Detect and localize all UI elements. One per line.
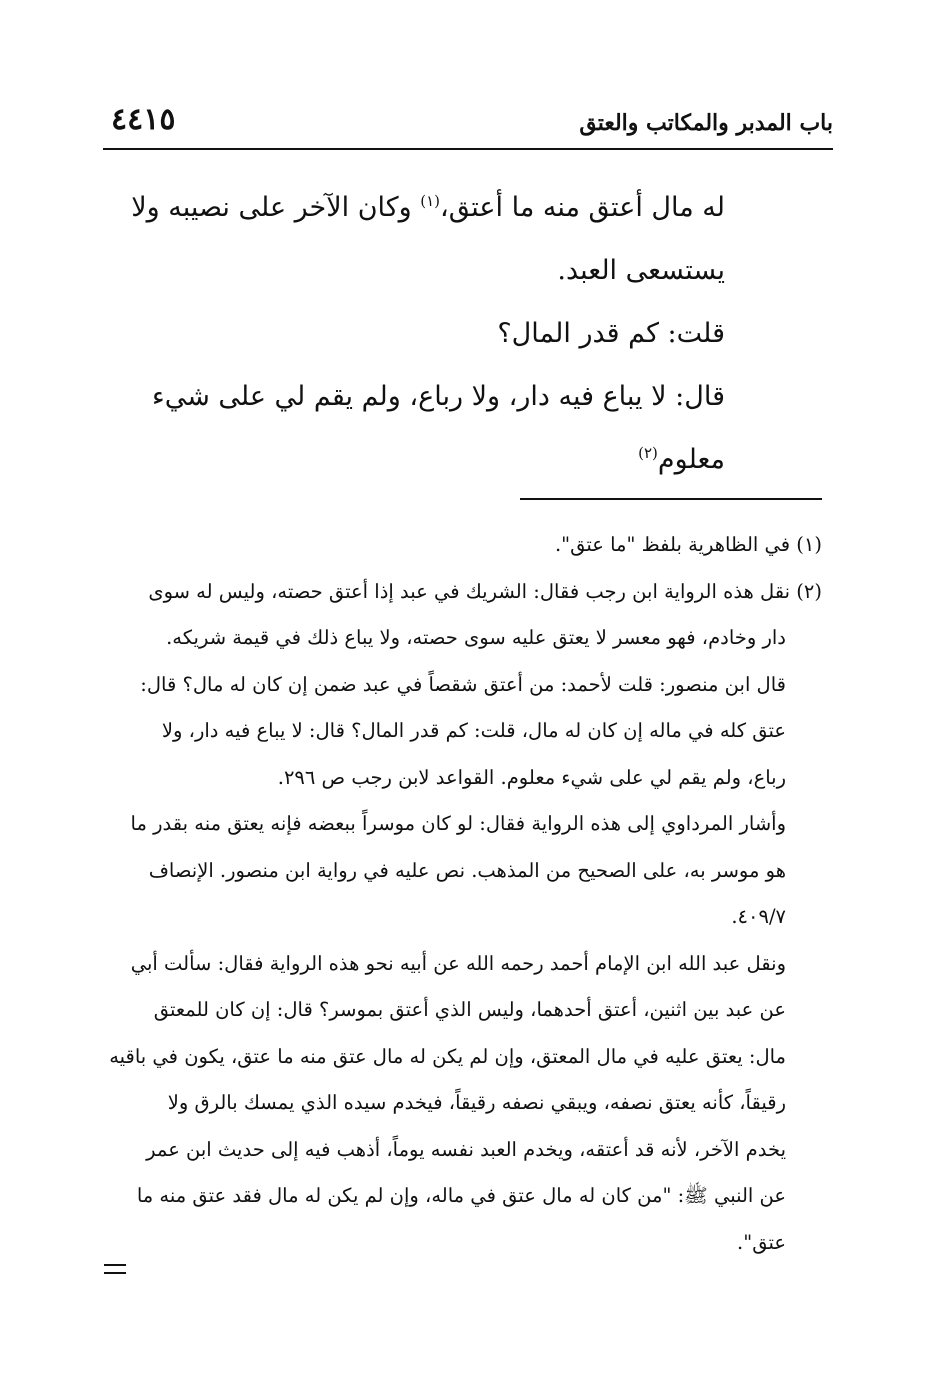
body-line: يستسعى العبد. [557, 255, 725, 286]
footnote-divider [520, 498, 822, 500]
chapter-title: باب المدبر والمكاتب والعتق [579, 110, 833, 136]
footnote-ref: (١) [420, 192, 441, 210]
continuation-mark [104, 1264, 126, 1280]
footnote-line: مال: يعتق عليه في مال المعتق، وإن لم يكن له مال عتق منه ما عتق، يكون في باقيه [109, 1044, 786, 1068]
footnote-ref: (٢) [638, 444, 658, 462]
footnote-line: (١) في الظاهرية بلفظ "ما عتق". [554, 533, 822, 556]
running-header [103, 100, 833, 146]
footnote-line: يخدم الآخر، لأنه قد أعتقه، ويخدم العبد نفسه يوماً، أذهب فيه إلى حديث ابن عمر [146, 1137, 786, 1161]
footnote-line: عن عبد بين اثنين، أعتق أحدهما، وليس الذي أعتق بموسر؟ قال: إن كان للمعتق [153, 998, 786, 1021]
main-text [105, 176, 725, 491]
body-line: قلت: كم قدر المال؟ [497, 318, 725, 349]
body-line: قال: لا يباع فيه دار، ولا رباع، ولم يقم لي على شيء [152, 381, 725, 412]
body-line: له مال أعتق منه ما أعتق،$^{(١)}$ وكان الآخر على نصيبه ولا [131, 192, 725, 223]
footnote-line: ٤٠٩/٧. [731, 905, 786, 928]
footnote-line: ونقل عبد الله ابن الإمام أحمد رحمه الله عن أبيه نحو هذه الرواية فقال: سألت أبي [130, 951, 786, 975]
footnote-line: وأشار المرداوي إلى هذه الرواية فقال: لو كان موسراً ببعضه فإنه يعتق منه بقدر ما [130, 812, 786, 835]
footnote-line: قال ابن منصور: قلت لأحمد: من أعتق شقصاً في عبد ضمن إن كان له مال؟ قال: [140, 672, 786, 696]
body-line: معلوم$^{(٢)}$ [638, 444, 725, 475]
footnote-line: دار وخادم، فهو معسر لا يعتق عليه سوى حصته، ولا يباع ذلك في قيمة شريكه. [166, 626, 786, 649]
page-number: ٤٤١٥ [111, 102, 176, 137]
footnote-line: رباع، ولم يقم لي على شيء معلوم. القواعد لابن رجب ص ٢٩٦. [277, 765, 786, 789]
footnote-line: (٢) نقل هذه الرواية ابن رجب فقال: الشريك في عبد إذا أعتق حصته، وليس له سوى [148, 579, 822, 603]
header-divider [103, 148, 833, 150]
footnote-line: رقيقاً، كأنه يعتق نصفه، ويبقي نصفه رقيقاً، فيخدم سيده الذي يمسك بالرق ولا [167, 1091, 786, 1114]
footnote-line: عن النبي ﷺ: "من كان له مال عتق في ماله، وإن لم يكن له مال فقد عتق منه ما [136, 1184, 786, 1207]
footnote-line: عتق". [737, 1230, 786, 1254]
footnotes [110, 522, 822, 1266]
footnote-line: عتق كله في ماله إن كان له مال، قلت: كم قدر المال؟ قال: لا يباع فيه دار، ولا [161, 719, 786, 742]
footnote-line: هو موسر به، على الصحيح من المذهب. نص عليه في رواية ابن منصور. الإنصاف [148, 858, 786, 882]
